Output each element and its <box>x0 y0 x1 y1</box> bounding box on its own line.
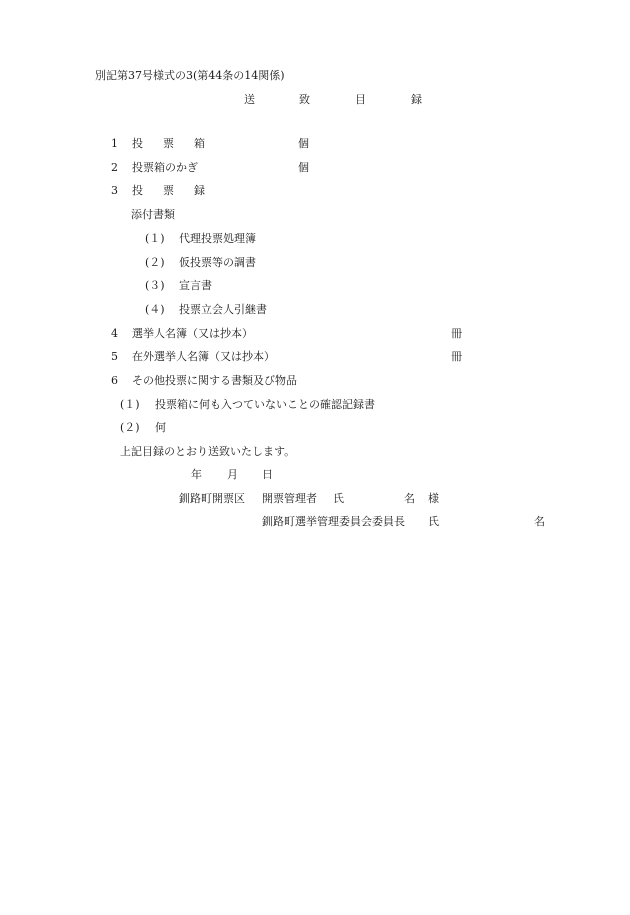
closing-statement: 上記目録のとおり送致いたします。 <box>120 445 296 458</box>
item-3-label-char-3: 録 <box>194 184 205 197</box>
item-6-number: 6 <box>111 374 118 387</box>
title-char-2: 致 <box>299 93 310 106</box>
item-3-number: 3 <box>111 184 118 197</box>
date-day-label: 日 <box>262 468 273 481</box>
item-2-unit: 個 <box>298 161 309 174</box>
form-reference: 別記第37号様式の3(第44条の14関係) <box>95 69 285 82</box>
item-4-number: 4 <box>111 327 118 340</box>
sender-role: 開票管理者 <box>262 492 317 505</box>
title-char-1: 送 <box>244 93 255 106</box>
recipient-name-prefix: 氏 <box>428 515 439 528</box>
sender-district: 釧路町開票区 <box>179 492 245 505</box>
date-month-label: 月 <box>227 468 238 481</box>
item-6-sub-2-label: 何 <box>155 421 166 434</box>
attached-2-number: (２) <box>145 256 165 269</box>
sender-name-suffix: 名 <box>404 492 415 505</box>
item-6-sub-1-label: 投票箱に何も入つていないことの確認記録書 <box>155 398 375 411</box>
item-6-label: その他投票に関する書類及び物品 <box>132 374 297 387</box>
item-5-number: 5 <box>111 350 118 363</box>
recipient-role: 釧路町選挙管理委員会委員長 <box>262 515 405 528</box>
attached-4-number: (４) <box>145 303 165 316</box>
item-1-label-char-1: 投 <box>132 137 143 150</box>
sender-name-prefix: 氏 <box>333 492 344 505</box>
title-char-4: 録 <box>411 93 422 106</box>
item-5-unit: 冊 <box>451 350 462 363</box>
item-5-label: 在外選挙人名簿（又は抄本） <box>132 350 275 363</box>
attached-3-number: (３) <box>145 279 165 292</box>
title-char-3: 目 <box>355 93 366 106</box>
date-year-label: 年 <box>191 468 202 481</box>
item-4-unit: 冊 <box>451 327 462 340</box>
item-6-sub-1-number: (１) <box>120 398 140 411</box>
attached-1-number: (１) <box>145 232 165 245</box>
recipient-name-suffix: 名 <box>534 515 545 528</box>
item-2-label: 投票箱のかぎ <box>132 161 198 174</box>
attached-1-label: 代理投票処理簿 <box>179 232 256 245</box>
item-1-unit: 個 <box>298 137 309 150</box>
item-6-sub-2-number: (２) <box>120 421 140 434</box>
attached-3-label: 宣言書 <box>179 279 212 292</box>
sender-honorific: 様 <box>428 492 439 505</box>
item-3-label-char-1: 投 <box>132 184 143 197</box>
item-1-label-char-3: 箱 <box>194 137 205 150</box>
item-3-label-char-2: 票 <box>163 184 174 197</box>
item-1-label-char-2: 票 <box>163 137 174 150</box>
attached-4-label: 投票立会人引継書 <box>179 303 267 316</box>
attached-documents-heading: 添付書類 <box>131 208 175 221</box>
attached-2-label: 仮投票等の調書 <box>179 256 256 269</box>
item-1-number: 1 <box>111 137 118 150</box>
item-4-label: 選挙人名簿（又は抄本） <box>132 327 253 340</box>
item-2-number: 2 <box>111 161 118 174</box>
